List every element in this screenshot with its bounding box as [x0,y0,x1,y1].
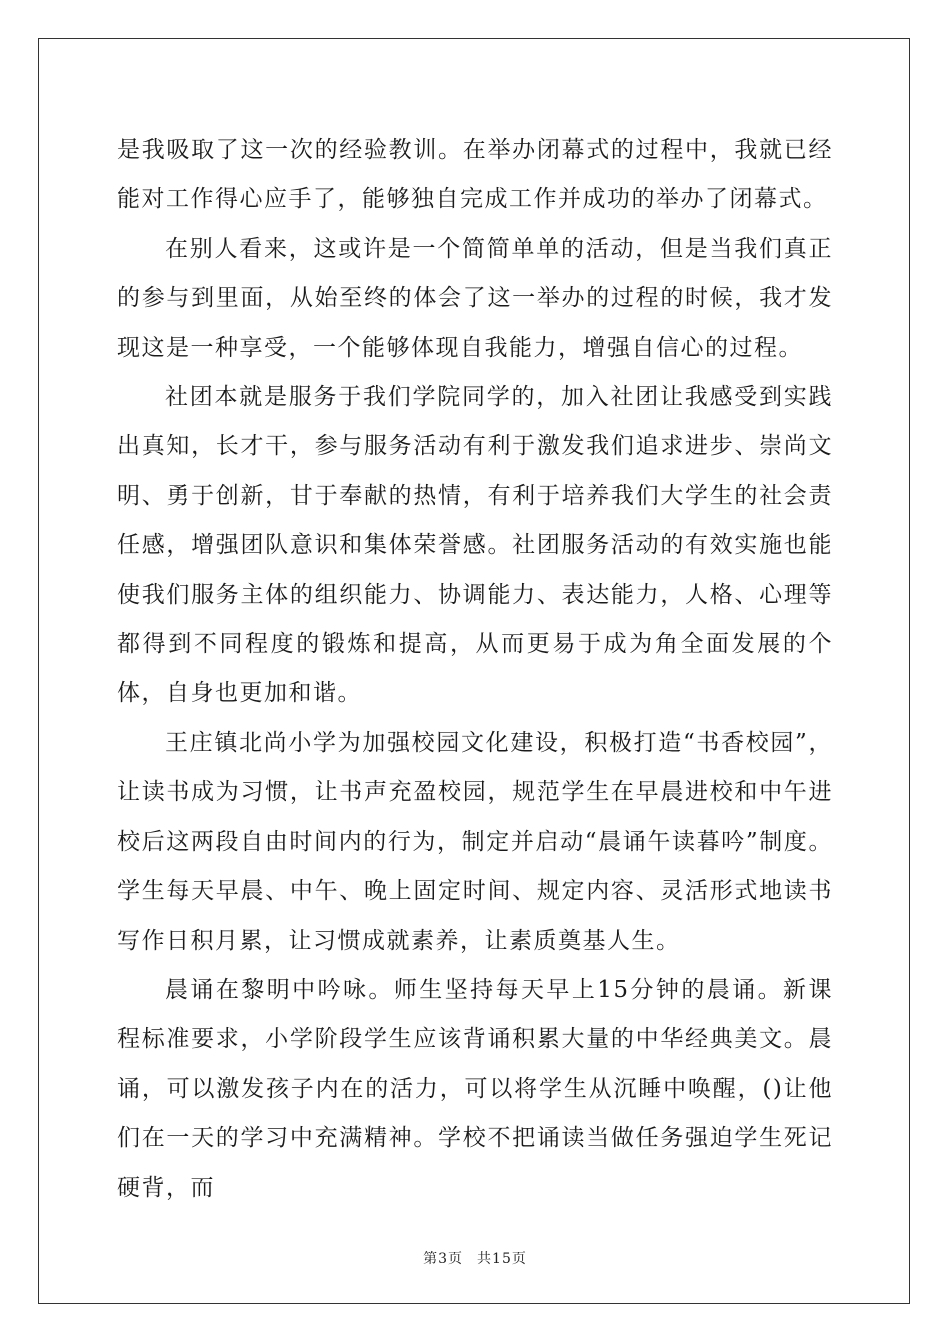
paragraph-continuation: 是我吸取了这一次的经验教训。在举办闭幕式的过程中，我就已经能对工作得心应手了，能够独自完成工作并成功的举办了闭幕式。 [117,137,833,213]
paragraph: 王庄镇北尚小学为加强校园文化建设，积极打造“书香校园”，让读书成为习惯，让书声充盈校园，规范学生在早晨进校和中午进校后这两段自由时间内的行为，制定并启动“晨诵午读暮吟”制度。学生每天早晨、中午、晚上固定时间、规定内容、灵活形式地读书写作日积月累，让习惯成就素养，让素质奠基人生。 [117,729,833,954]
paragraph: 晨诵在黎明中吟咏。师生坚持每天早上15分钟的晨诵。新课程标准要求，小学阶段学生应该背诵积累大量的中华经典美文。晨诵，可以激发孩子内在的活力，可以将学生从沉睡中唤醒，()让他们在一天的学习中充满精神。学校不把诵读当做任务强迫学生死记硬背，而 [117,976,833,1201]
page-footer [0,1248,950,1268]
paragraph: 社团本就是服务于我们学院同学的，加入社团让我感受到实践出真知，长才干，参与服务活动有利于激发我们追求进步、崇尚文明、勇于创新，甘于奉献的热情，有利于培养我们大学生的社会责任感，增强团队意识和集体荣誉感。社团服务活动的有效实施也能使我们服务主体的组织能力、协调能力、表达能力，人格、心理等都得到不同程度的锻炼和提高，从而更易于成为角全面发展的个体，自身也更加和谐。 [117,384,833,707]
page-number: 第3页 [423,1251,464,1267]
paragraph: 在别人看来，这或许是一个简简单单的活动，但是当我们真正的参与到里面，从始至终的体会了这一举办的过程的时候，我才发现这是一种享受，一个能够体现自我能力，增强自信心的过程。 [117,235,833,361]
page-total: 共15页 [477,1251,527,1267]
document-body [117,126,833,1213]
